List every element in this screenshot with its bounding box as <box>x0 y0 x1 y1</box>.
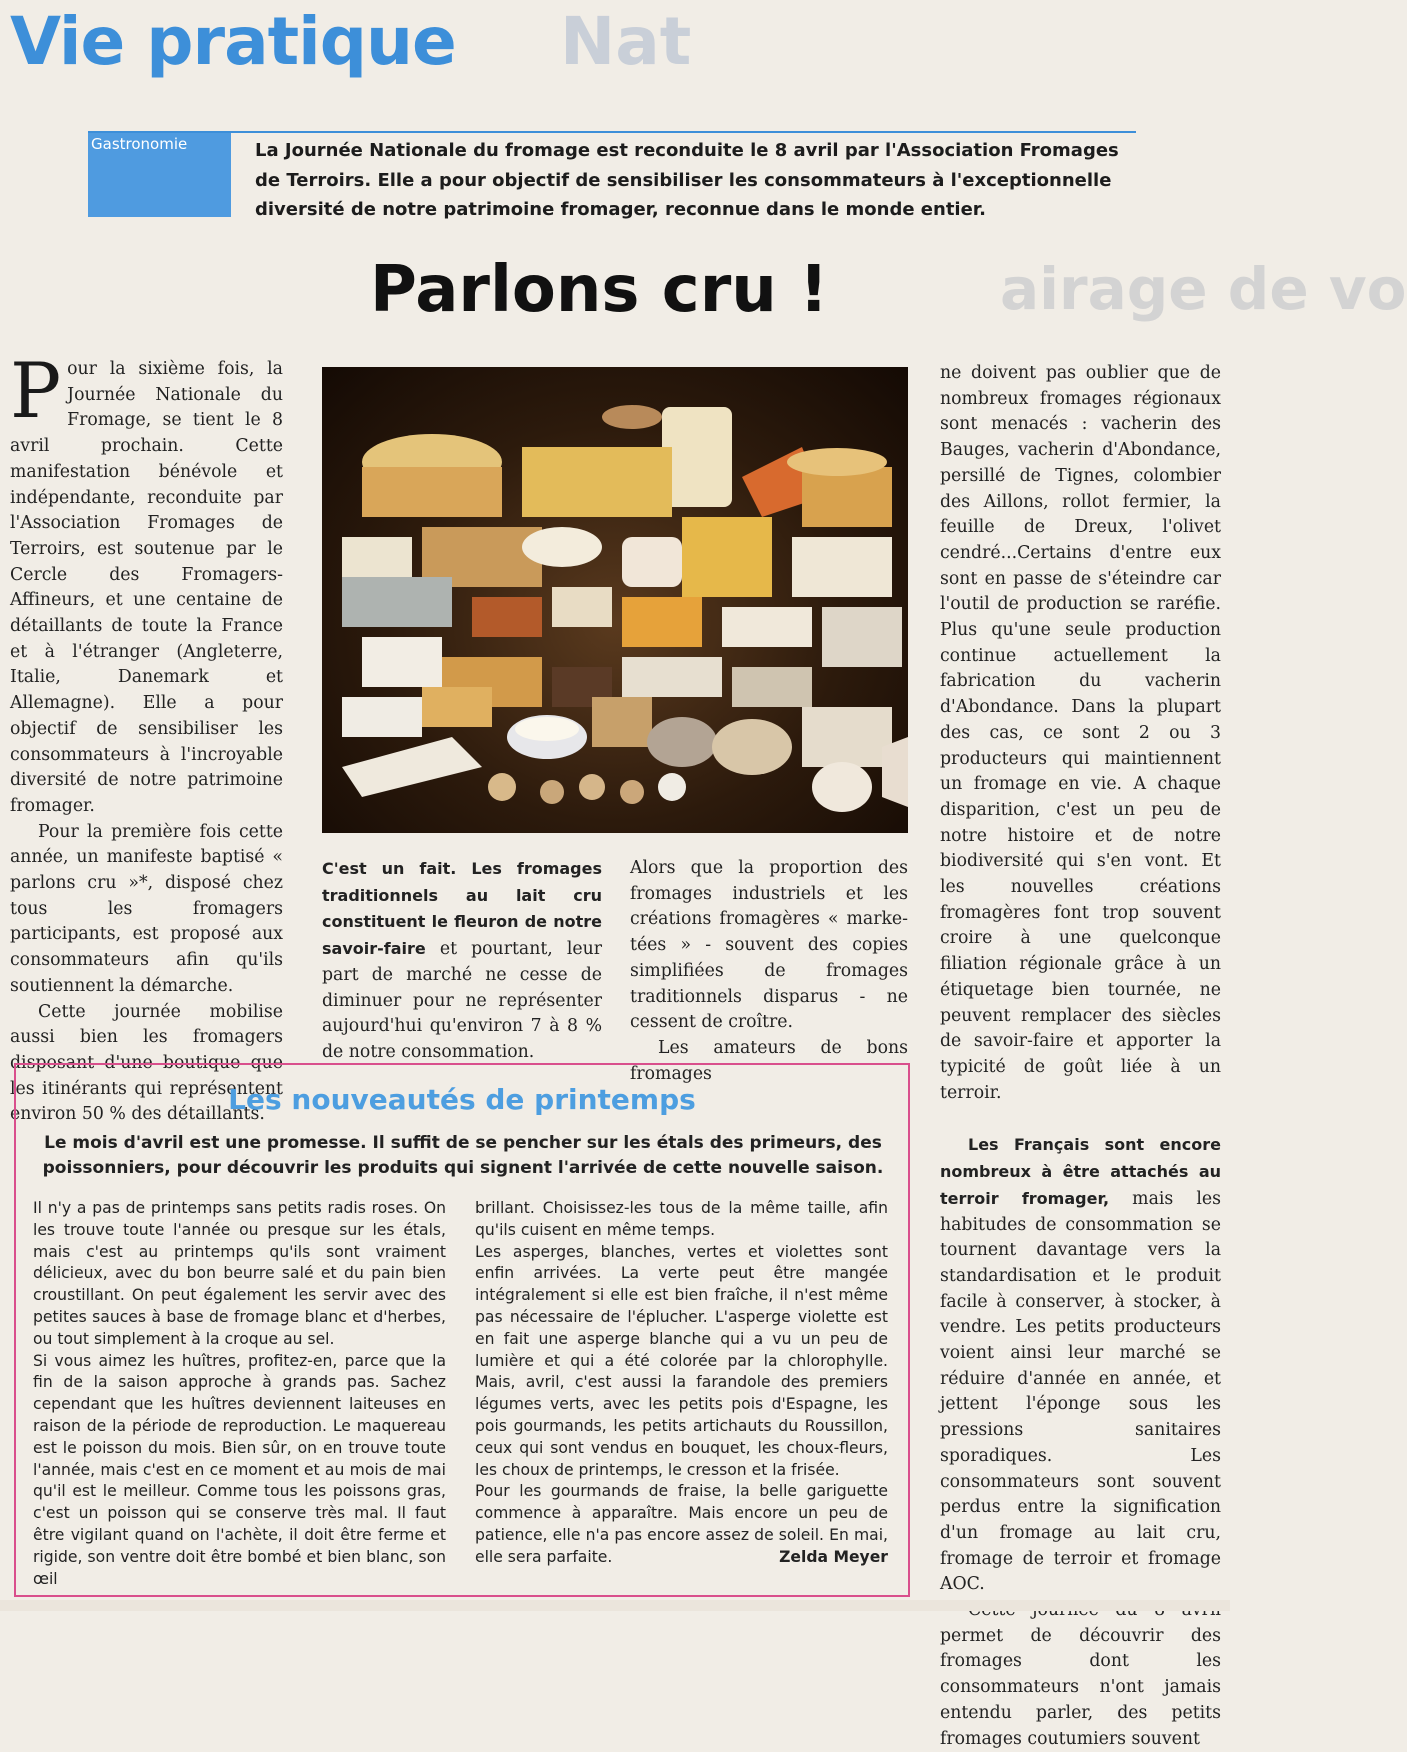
section-title: Vie pratique <box>10 3 456 80</box>
cheese-photo <box>322 367 908 833</box>
paragraph: Pour les gourmands de fraise, la belle gariguette commence à apparaître. Mais encore un peu de patience, elle n'a pas encore assez de soleil. En mai, elle sera parfaite. <box>475 1482 888 1566</box>
cheese-illustration <box>322 367 908 833</box>
box-standfirst: Le mois d'avril est une promesse. Il suffit de se pencher sur les étals des primeurs, des poissonniers, pour découvrir les produits qui signent l'arrivée de cette nouvelle saison. <box>42 1133 884 1178</box>
rubric-label: Gastronomie <box>88 133 231 217</box>
paragraph: Alors que la proportion des fromages industriels et les créations fromagères « marke-tées » - souvent des copies simplifiées de fromages traditionnels disparus - ne cessent de croître. <box>630 858 908 1033</box>
paragraph: et pourtant, leur part de marché ne cesse de diminuer pour ne représenter aujourd'hui qu'environ 7 à 8 % de notre consommation. <box>322 939 602 1062</box>
article-column-2 <box>322 856 602 1066</box>
paragraph: permet de découvrir des fromages dont les consommateurs n'ont jamais entendu parler, des petits fromages coutumiers souvent <box>940 1625 1221 1749</box>
paragraph: our la sixième fois, la Journée Nationale du Fromage, se tient le 8 avril prochain. Cette manifestation bénévole et indépendante, reconduite par l'Association Fromages de Terroirs, est soutenue par le Cercle des Fromagers-Affineurs, et une centaine de détaillants de toute la France et à l'étranger (Angleterre, Italie, Danemark et Allemagne). Elle a pour objectif de sensibiliser les consommateurs à l'incroyable diversité de notre patrimoine fromager. <box>10 359 283 816</box>
bleed-through-heading: airage de vo <box>1000 255 1407 323</box>
article-column-4 <box>940 361 1221 1752</box>
paragraph: mais les habitudes de consommation se tournent davantage vers la standardisation et le produit facile à conserver, à stocker, à vendre. Les petits producteurs voient ainsi leur marché se réduire d'année en année, et jettent l'éponge sous les pressions sanitaires sporadiques. Les consommateurs sont souvent perdus entre la signification d'un fromage au lait cru, fromage de terroir et fromage AOC. <box>940 1188 1222 1595</box>
dropcap: P <box>10 346 62 435</box>
paragraph: brillant. Choisissez-les tous de la même taille, afin qu'ils cuisent en même temps. <box>475 1199 888 1239</box>
paragraph: Les asperges, blanches, vertes et violettes sont enfin arrivées. La verte peut être mangée intégralement si elle est bien fraîche, il n'est même pas nécessaire de l'éplucher. L'asperge violette est en fait une asperge blanche qui a vu un peu de lumière et qui a été colorée par la chlorophylle. Mais, avril, c'est aussi la farandole des premiers légumes verts, avec les petits pois d'Espagne, les pois gourmands, les petits artichauts du Roussillon, ceux qui sont vendus en bouquet, les choux-fleurs, les choux de printemps, le cresson et la frisée. <box>475 1242 888 1479</box>
byline: Zelda Meyer <box>779 1547 888 1566</box>
lead-in: Les Français sont encore nombreux à être attachés au terroir fromager, <box>940 1135 1221 1208</box>
bleed-through-title: Nat <box>560 3 692 80</box>
paragraph: Pour la première fois cette année, un manifeste baptisé « parlons cru »*, disposé chez tous les fromagers participants, est proposé aux consommateurs afin qu'ils soutiennent la démarche. <box>10 821 283 996</box>
box-column-left <box>33 1198 446 1590</box>
paragraph: Cette journée mobilise aussi bien les fromagers disposant d'une boutique que les itinérants qui représentent environ 50 % des détaillants. <box>10 1001 283 1125</box>
paragraph: ne doivent pas oublier que de nombreux fromages régionaux sont menacés : vacherin des Bauges, vacherin d'Abondance, persillé de Tignes, colombier des Aillons, rollot fermier, la feuille de Dreux, l'olivet cendré...Certains d'entre eux sont en passe de s'éteindre car l'outil de production se raréfie. Plus qu'une seule production continue actuellement la fabrication du vacherin d'Abondance. Dans la plupart des cas, ce sont 2 ou 3 producteurs qui maintiennent un fromage en vie. A chaque disparition, c'est un peu de notre histoire et de notre biodiversité qui s'en vont. Et les nouvelles créations fromagères font trop souvent croire à une quelconque filiation régionale grâce à un étiquetage bien tournée, ne peuvent remplacer des siècles de savoir-faire et apporter la typicité de goût liée à un terroir. <box>940 363 1221 1103</box>
article-column-3 <box>630 856 908 1087</box>
box-title: Les nouveautés de printemps <box>228 1083 696 1116</box>
paragraph: Les amateurs de bons fromages <box>630 1037 908 1084</box>
article-column-1 <box>10 346 283 1128</box>
standfirst: La Journée Nationale du fromage est reconduite le 8 avril par l'Association Fromages de Terroirs. Elle a pour objectif de sensibiliser les consommateurs à l'exceptionnelle diversité de notre patrimoine fromager, reconnue dans le monde entier. <box>255 140 1119 220</box>
page-bottom-strip <box>0 1600 1230 1611</box>
paragraph: Si vous aimez les huîtres, profitez-en, parce que la fin de la saison approche à grands pas. Sachez cependant que les huîtres deviennent laiteuses en raison de la période de reproduction. Le maquereau est le poisson du mois. Bien sûr, on en trouve toute l'année, mais c'est en ce moment et au mois de mai qu'il est le meilleur. Comme tous les poissons gras, c'est un poisson qui se conserve très mal. Il faut être vigilant quand on l'achète, il doit être ferme et rigide, son ventre doit être bombé et bien blanc, son œil <box>33 1351 446 1588</box>
lead-in: C'est un fait. Les fromages traditionnels au lait cru constituent le fleuron de notre savoir-faire <box>322 859 602 959</box>
paragraph: Il n'y a pas de printemps sans petits radis roses. On les trouve toute l'année ou presque sur les étals, mais c'est au printemps qu'ils sont vraiment délicieux, avec du bon beurre salé et du pain bien croustillant. On peut également les servir avec des petites sauces à base de fromage blanc et d'herbes, ou tout simplement à la croque au sel. <box>33 1199 446 1348</box>
kicker-rule <box>88 131 1136 133</box>
box-column-right <box>475 1198 888 1569</box>
headline: Parlons cru ! <box>370 253 829 327</box>
